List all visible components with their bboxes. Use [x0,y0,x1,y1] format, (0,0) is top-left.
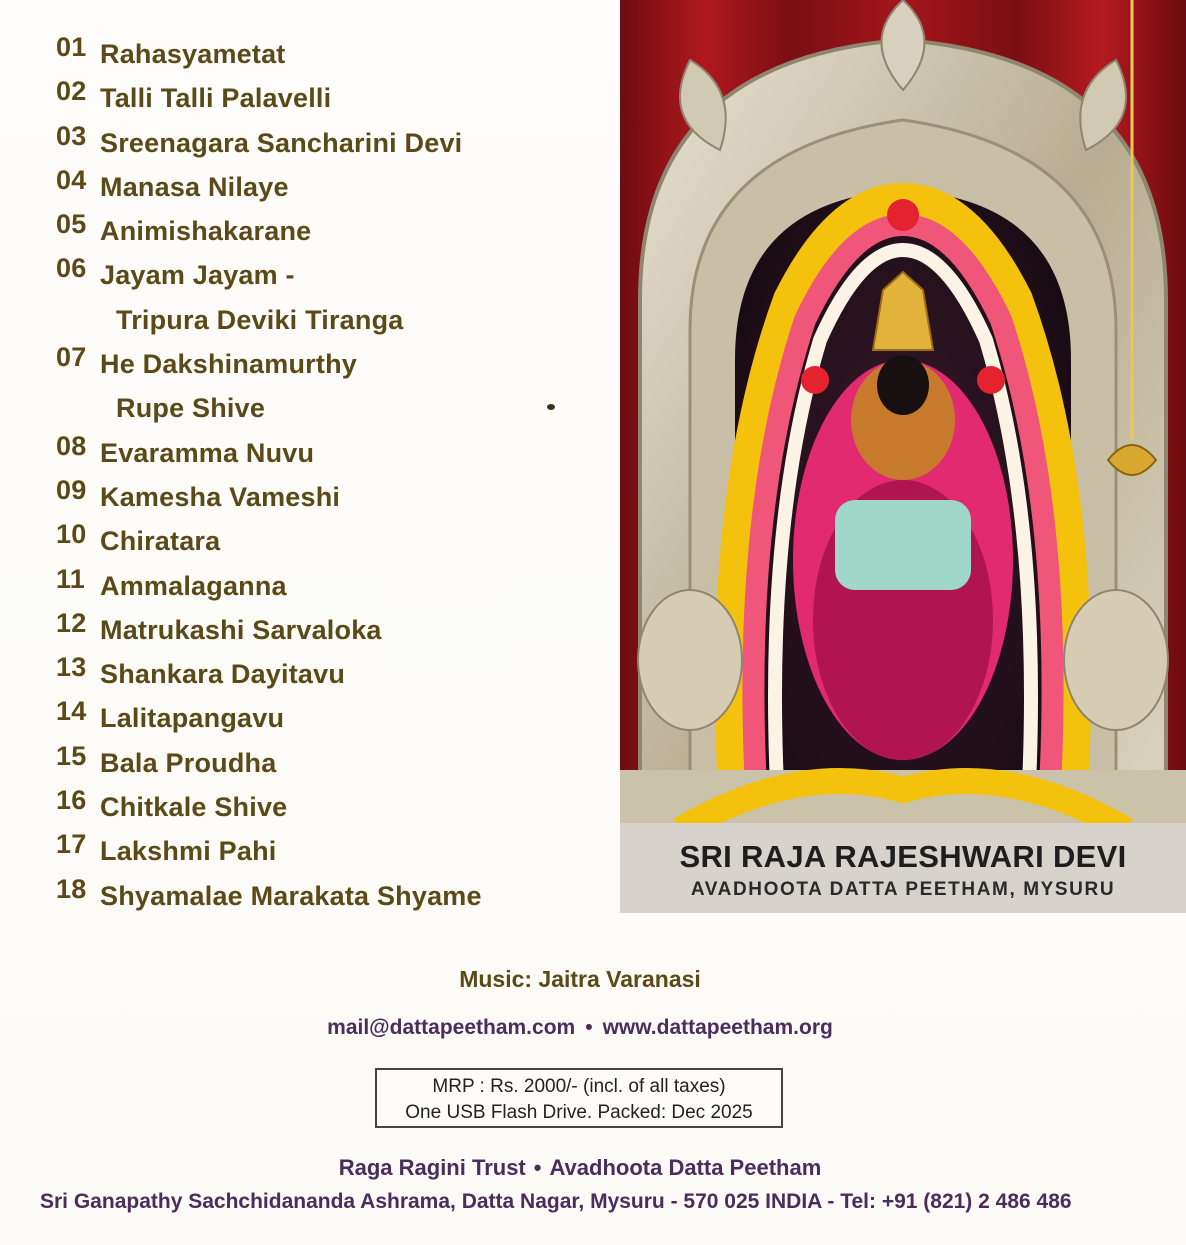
track-number: 13 [56,652,87,683]
website-link[interactable]: www.dattapeetham.org [602,1016,833,1039]
track-number: 10 [56,519,87,550]
track-title [100,431,314,475]
track-title [100,32,286,76]
track-number: 17 [56,829,87,860]
track-number: 01 [56,32,87,62]
deity-photo [620,0,1186,912]
track-title [100,342,357,431]
track-title-line: Shankara Dayitavu [100,659,346,690]
track-item [56,696,616,740]
track-title-line: He Dakshinamurthy [100,349,357,380]
package-details: One USB Flash Drive. Packed: Dec 2025 [405,1102,753,1123]
track-item [56,165,616,209]
track-title [100,253,404,342]
track-item [56,564,616,608]
track-item [56,741,616,785]
peetham-name: Avadhoota Datta Peetham [549,1155,822,1180]
track-title [100,564,287,608]
track-title [100,608,382,652]
track-item [56,32,616,76]
address-line: Sri Ganapathy Sachchidananda Ashrama, Datta Nagar, Mysuru - 570 025 INDIA - Tel: +91 (821) 2 486 486 [40,1190,1072,1213]
track-title [100,652,345,696]
track-title-line: Bala Proudha [100,747,277,778]
track-item [56,829,616,873]
deity-photo-illustration [620,0,1186,912]
track-number: 08 [56,430,87,461]
track-title [100,475,340,519]
track-number: 05 [56,209,87,240]
track-item [56,608,616,652]
photo-caption [620,823,1186,913]
track-title [100,165,289,209]
track-title-continuation: Tripura Deviki Tiranga [116,304,404,335]
track-title-line: Manasa Nilaye [100,171,289,202]
bullet-separator: • [533,1155,542,1180]
caption-subtitle: AVADHOOTA DATTA PEETHAM, MYSURU [690,879,1116,900]
trust-name: Raga Ragini Trust [338,1155,526,1180]
track-title [100,519,220,563]
track-number: 18 [56,873,87,904]
track-title [100,874,482,918]
track-title-line: Shyamalae Marakata Shyame [100,880,482,911]
track-number: 07 [56,342,87,373]
track-title-line: Lakshmi Pahi [100,836,277,867]
track-item [56,121,616,165]
track-number: 02 [56,76,87,107]
track-title-line: Sreenagara Sancharini Devi [100,127,463,158]
track-number: 04 [56,164,87,195]
track-title-line: Kamesha Vameshi [100,481,341,512]
track-item [56,342,616,431]
track-item [56,475,616,519]
contact-line [0,1016,1160,1040]
bullet-separator: • [585,1016,593,1039]
track-item [56,874,616,918]
track-title-line: Ammalaganna [100,570,287,601]
email-link[interactable]: mail@dattapeetham.com [327,1016,576,1039]
track-item [56,519,616,563]
track-title-line: Jayam Jayam - [100,260,295,291]
music-credit: Music: Jaitra Varanasi [459,966,701,992]
mrp-text: MRP : Rs. 2000/- (incl. of all taxes) [432,1076,726,1097]
track-title-line: Rahasyametat [100,39,286,69]
track-title [100,696,284,740]
track-list [56,32,616,918]
track-title-line: Chitkale Shive [100,792,288,823]
track-number: 16 [56,785,87,816]
track-title [100,829,276,873]
print-speck [547,404,555,410]
track-title-line: Chiratara [100,526,221,557]
caption-title: SRI RAJA RAJESHWARI DEVI [679,839,1127,874]
track-item [56,652,616,696]
track-item [56,253,616,342]
track-title-line: Lalitapangavu [100,703,285,734]
track-title-continuation: Rupe Shive [116,393,266,424]
track-title [100,785,287,829]
track-number: 09 [56,474,87,505]
track-title-line: Animishakarane [100,216,312,247]
track-item [56,76,616,120]
track-number: 03 [56,120,87,151]
track-title [100,741,276,785]
track-title-line: Matrukashi Sarvaloka [100,614,382,645]
track-title [100,76,331,120]
track-item [56,785,616,829]
track-number: 15 [56,740,87,771]
publisher-line [0,1155,1160,1181]
track-item [56,431,616,475]
track-number: 14 [56,696,87,727]
track-title [100,209,311,253]
track-title-line: Talli Talli Palavelli [100,83,332,114]
track-number: 11 [56,563,85,594]
track-number: 06 [56,253,87,284]
track-number: 12 [56,607,87,638]
price-box [375,1068,783,1128]
track-title [100,121,462,165]
track-title-line: Evaramma Nuvu [100,437,315,468]
track-item [56,209,616,253]
